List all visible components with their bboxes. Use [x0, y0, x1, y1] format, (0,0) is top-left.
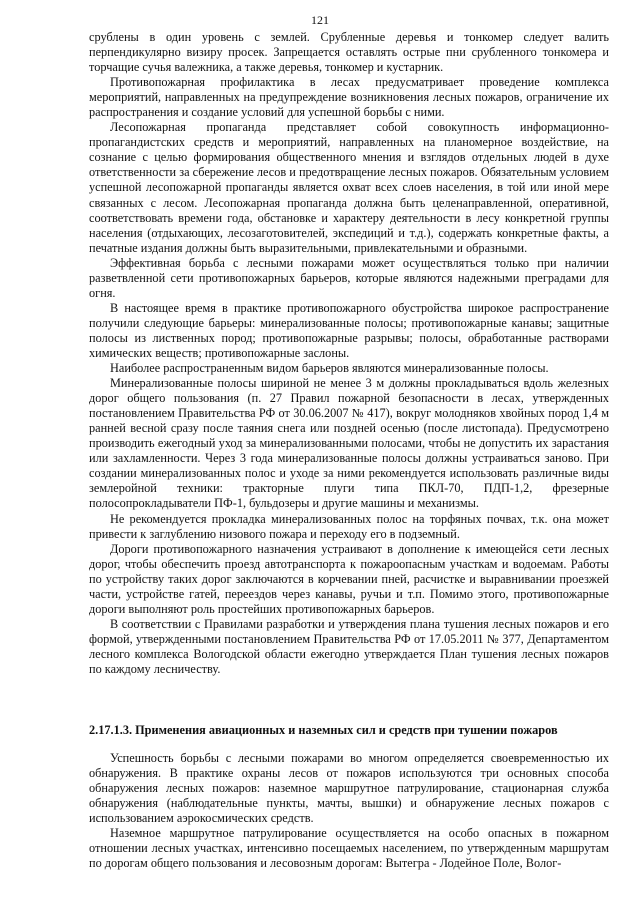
section-heading: 2.17.1.3. Применения авиационных и наземных сил и средств при тушении пожаров — [89, 723, 558, 737]
paragraph: Эффективная борьба с лесными пожарами может осуществляться только при наличии разветвленной сети противопожарных барьеров, которые являются надежными преградами для огня. — [89, 255, 609, 300]
paragraph: В настоящее время в практике противопожарного обустройства широкое распространение получили следующие барьеры: минерализованные полосы; противопожарные канавы; защитные полосы из лиственных пород; противопожарные разрывы; полосы, обработанные растворами химических веществ; противопожарные заслоны. — [89, 300, 609, 360]
document-body — [89, 30, 609, 677]
paragraph: Не рекомендуется прокладка минерализованных полос на торфяных почвах, т.к. она может привести к заглублению низового пожара и переходу его в подземный. — [89, 511, 609, 541]
paragraph: Лесопожарная пропаганда представляет собой совокупность информационно-пропагандистских средств и мероприятий, направленных на планомерное воздействие, на сознание с целью формирования общественного мнения и взглядов отдельных людей в духе ответственности за сбережение лесов и предотвращение лесных пожаров. Обязательным условием успешной лесопожарной пропаганды является охват всех слоев населения, в той или иной мере связанных с лесом. Лесопожарная пропаганда должна быть целенаправленной, оперативной, соответствовать времени года, обстановке и характеру деятельности в лесу конкретной группы населения (отдыхающих, лесозаготовителей, экспедиций и т.д.), содержать конкретные факты, а печатные издания должны быть выразительными, привлекательными и образными. — [89, 120, 609, 255]
paragraph: Успешность борьбы с лесными пожарами во многом определяется своевременностью их обнаружения. В практике охраны лесов от пожаров используются три основных способа обнаружения лесных пожаров: наземное маршрутное патрулирование, стационарная служба обнаружения (наблюдательные пункты, мачты, вышки) и обнаружение лесных пожаров с использованием аэрокосмических средств. — [89, 751, 609, 826]
page-number: 121 — [311, 13, 329, 27]
paragraph: срублены в один уровень с землей. Срубленные деревья и тонкомер следует валить перпендикулярно визиру просек. Запрещается оставлять острые пни срубленного тонкомера и торчащие сучья валежника, а также деревья, тонкомер и кустарник. — [89, 30, 609, 75]
paragraph: Противопожарная профилактика в лесах предусматривает проведение комплекса мероприятий, направленных на предупреждение возникновения лесных пожаров, ограничение их распространения и создание условий для успешной борьбы с ними. — [89, 75, 609, 120]
paragraph: В соответствии с Правилами разработки и утверждения плана тушения лесных пожаров и его формой, утвержденными постановлением Правительства РФ от 17.05.2011 № 377, Департаментом лесного комплекса Вологодской области ежегодно утверждается План тушения лесных пожаров по каждому лесничеству. — [89, 616, 609, 676]
paragraph: Наземное маршрутное патрулирование осуществляется на особо опасных в пожарном отношении лесных участках, интенсивно посещаемых населением, по утвержденным маршрутам по дорогам общего пользования и лесовозным дорогам: Вытегра - Лодейное Поле, Волог- — [89, 826, 609, 871]
paragraph: Наиболее распространенным видом барьеров являются минерализованные полосы. — [110, 361, 549, 376]
paragraph: Дороги противопожарного назначения устраивают в дополнение к имеющейся сети лесных дорог, чтобы обеспечить проезд автотранспорта к пожароопасным участкам и водоемам. Работы по устройству таких дорог заключаются в корчевании пней, расчистке и выравнивании проезжей части, устройстве гатей, переездов через канавы, ручьи и т.п. Помимо этого, противопожарные дороги выполняют роль простейших противопожарных барьеров. — [89, 541, 609, 616]
section-body — [89, 751, 609, 871]
paragraph: Минерализованные полосы шириной не менее 3 м должны прокладываться вдоль железных дорог общего пользования (п. 27 Правил пожарной безопасности в лесах, утвержденных постановлением Правительства РФ от 30.06.2007 № 417), вокруг молодняков хвойных пород 1,4 м ранней весной сразу после таяния снега или поздней осенью (после листопада). Предусмотрено производить ежегодный уход за минерализованными полосами, чтобы не допустить их зарастания или захламленности. Через 3 года минерализованные полосы должны устраиваться заново. При создании минерализованных полос и уходе за ними рекомендуется использовать различные виды землеройной техники: тракторные плуги типа ПКЛ-70, ПДП-1,2, фрезерные полосопрокладыватели ПФ-1, бульдозеры и другие машины и механизмы. — [89, 376, 609, 511]
